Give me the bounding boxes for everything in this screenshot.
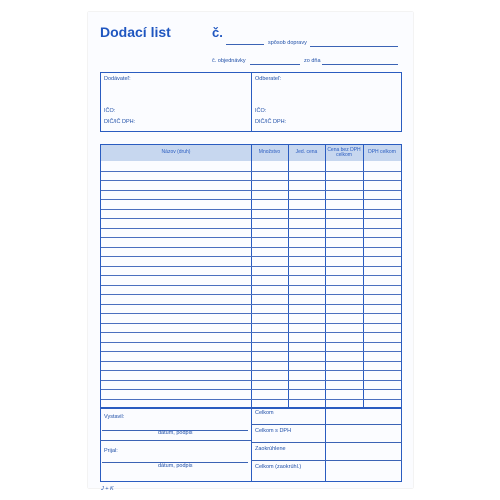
document-number-line — [226, 44, 264, 45]
table-row-line — [101, 180, 401, 181]
total-label: Celkom — [255, 410, 274, 416]
customer-ico-label: IČO: — [255, 108, 267, 114]
total-rounded-label: Celkom (zaokrúhl.) — [255, 464, 302, 470]
table-row-line — [101, 380, 401, 381]
footer-line-1 — [251, 424, 402, 425]
order-number-label: č. objednávky — [212, 58, 246, 64]
parties-divider — [251, 72, 252, 132]
table-row-line — [101, 228, 401, 229]
order-number-line — [250, 64, 300, 65]
received-date-sign-label: dátum, podpis — [158, 463, 193, 469]
table-row-line — [101, 256, 401, 257]
table-row-line — [101, 275, 401, 276]
column-unit-price: Jed. cena — [295, 149, 318, 156]
total-vat-label: Celkom s DPH — [255, 428, 292, 434]
issued-by-label: Vystavil: — [104, 414, 125, 420]
table-row-line — [101, 323, 401, 324]
issued-date-sign-label: dátum, podpis — [158, 430, 193, 436]
table-row-line — [101, 199, 401, 200]
items-col-divider-4 — [363, 144, 364, 408]
publisher-mark: J + K — [101, 486, 114, 492]
table-row-line — [101, 313, 401, 314]
supplier-dic-label: DIČ/IČ DPH: — [104, 119, 136, 125]
table-row-line — [101, 285, 401, 286]
items-col-divider-1 — [251, 144, 252, 408]
items-col-divider-3 — [325, 144, 326, 408]
table-row-line — [101, 361, 401, 362]
document-number-label: č. — [212, 25, 223, 40]
table-row-line — [101, 237, 401, 238]
column-vat-total: DPH celkom — [368, 149, 396, 156]
received-by-label: Prijal: — [104, 448, 118, 454]
table-row-line — [101, 218, 401, 219]
supplier-label: Dodávateľ: — [104, 76, 131, 82]
table-row-line — [101, 389, 401, 390]
items-col-divider-2 — [288, 144, 289, 408]
table-row-line — [101, 266, 401, 267]
transport-label: spôsob dopravy — [268, 40, 307, 46]
supplier-ico-label: IČO: — [104, 108, 116, 114]
footer-divider — [251, 408, 252, 482]
table-row-line — [101, 399, 401, 400]
table-row-line — [101, 247, 401, 248]
table-row-line — [101, 294, 401, 295]
footer-left-divider — [100, 440, 251, 441]
document-title: Dodací list — [100, 24, 171, 40]
table-row-line — [101, 209, 401, 210]
table-row-line — [101, 304, 401, 305]
column-price-without-vat: Cena bez DPH celkom — [327, 146, 361, 158]
column-quantity: Množstvo — [258, 149, 281, 156]
table-row-line — [101, 370, 401, 371]
order-date-label: zo dňa — [304, 58, 321, 64]
table-row-line — [101, 351, 401, 352]
table-row-line — [101, 190, 401, 191]
delivery-note-sheet — [88, 12, 413, 492]
table-row-line — [101, 342, 401, 343]
footer-line-3 — [251, 460, 402, 461]
transport-line — [310, 46, 398, 47]
table-row-line — [101, 171, 401, 172]
table-row-line — [101, 332, 401, 333]
customer-dic-label: DIČ/IČ DPH: — [255, 119, 287, 125]
footer-line-2 — [251, 442, 402, 443]
rounding-label: Zaokrúhlene — [255, 446, 286, 452]
order-date-line — [322, 64, 398, 65]
footer-values-divider — [325, 408, 326, 482]
column-name: Názov (druh) — [161, 149, 191, 156]
customer-label: Odberateľ: — [255, 76, 282, 82]
